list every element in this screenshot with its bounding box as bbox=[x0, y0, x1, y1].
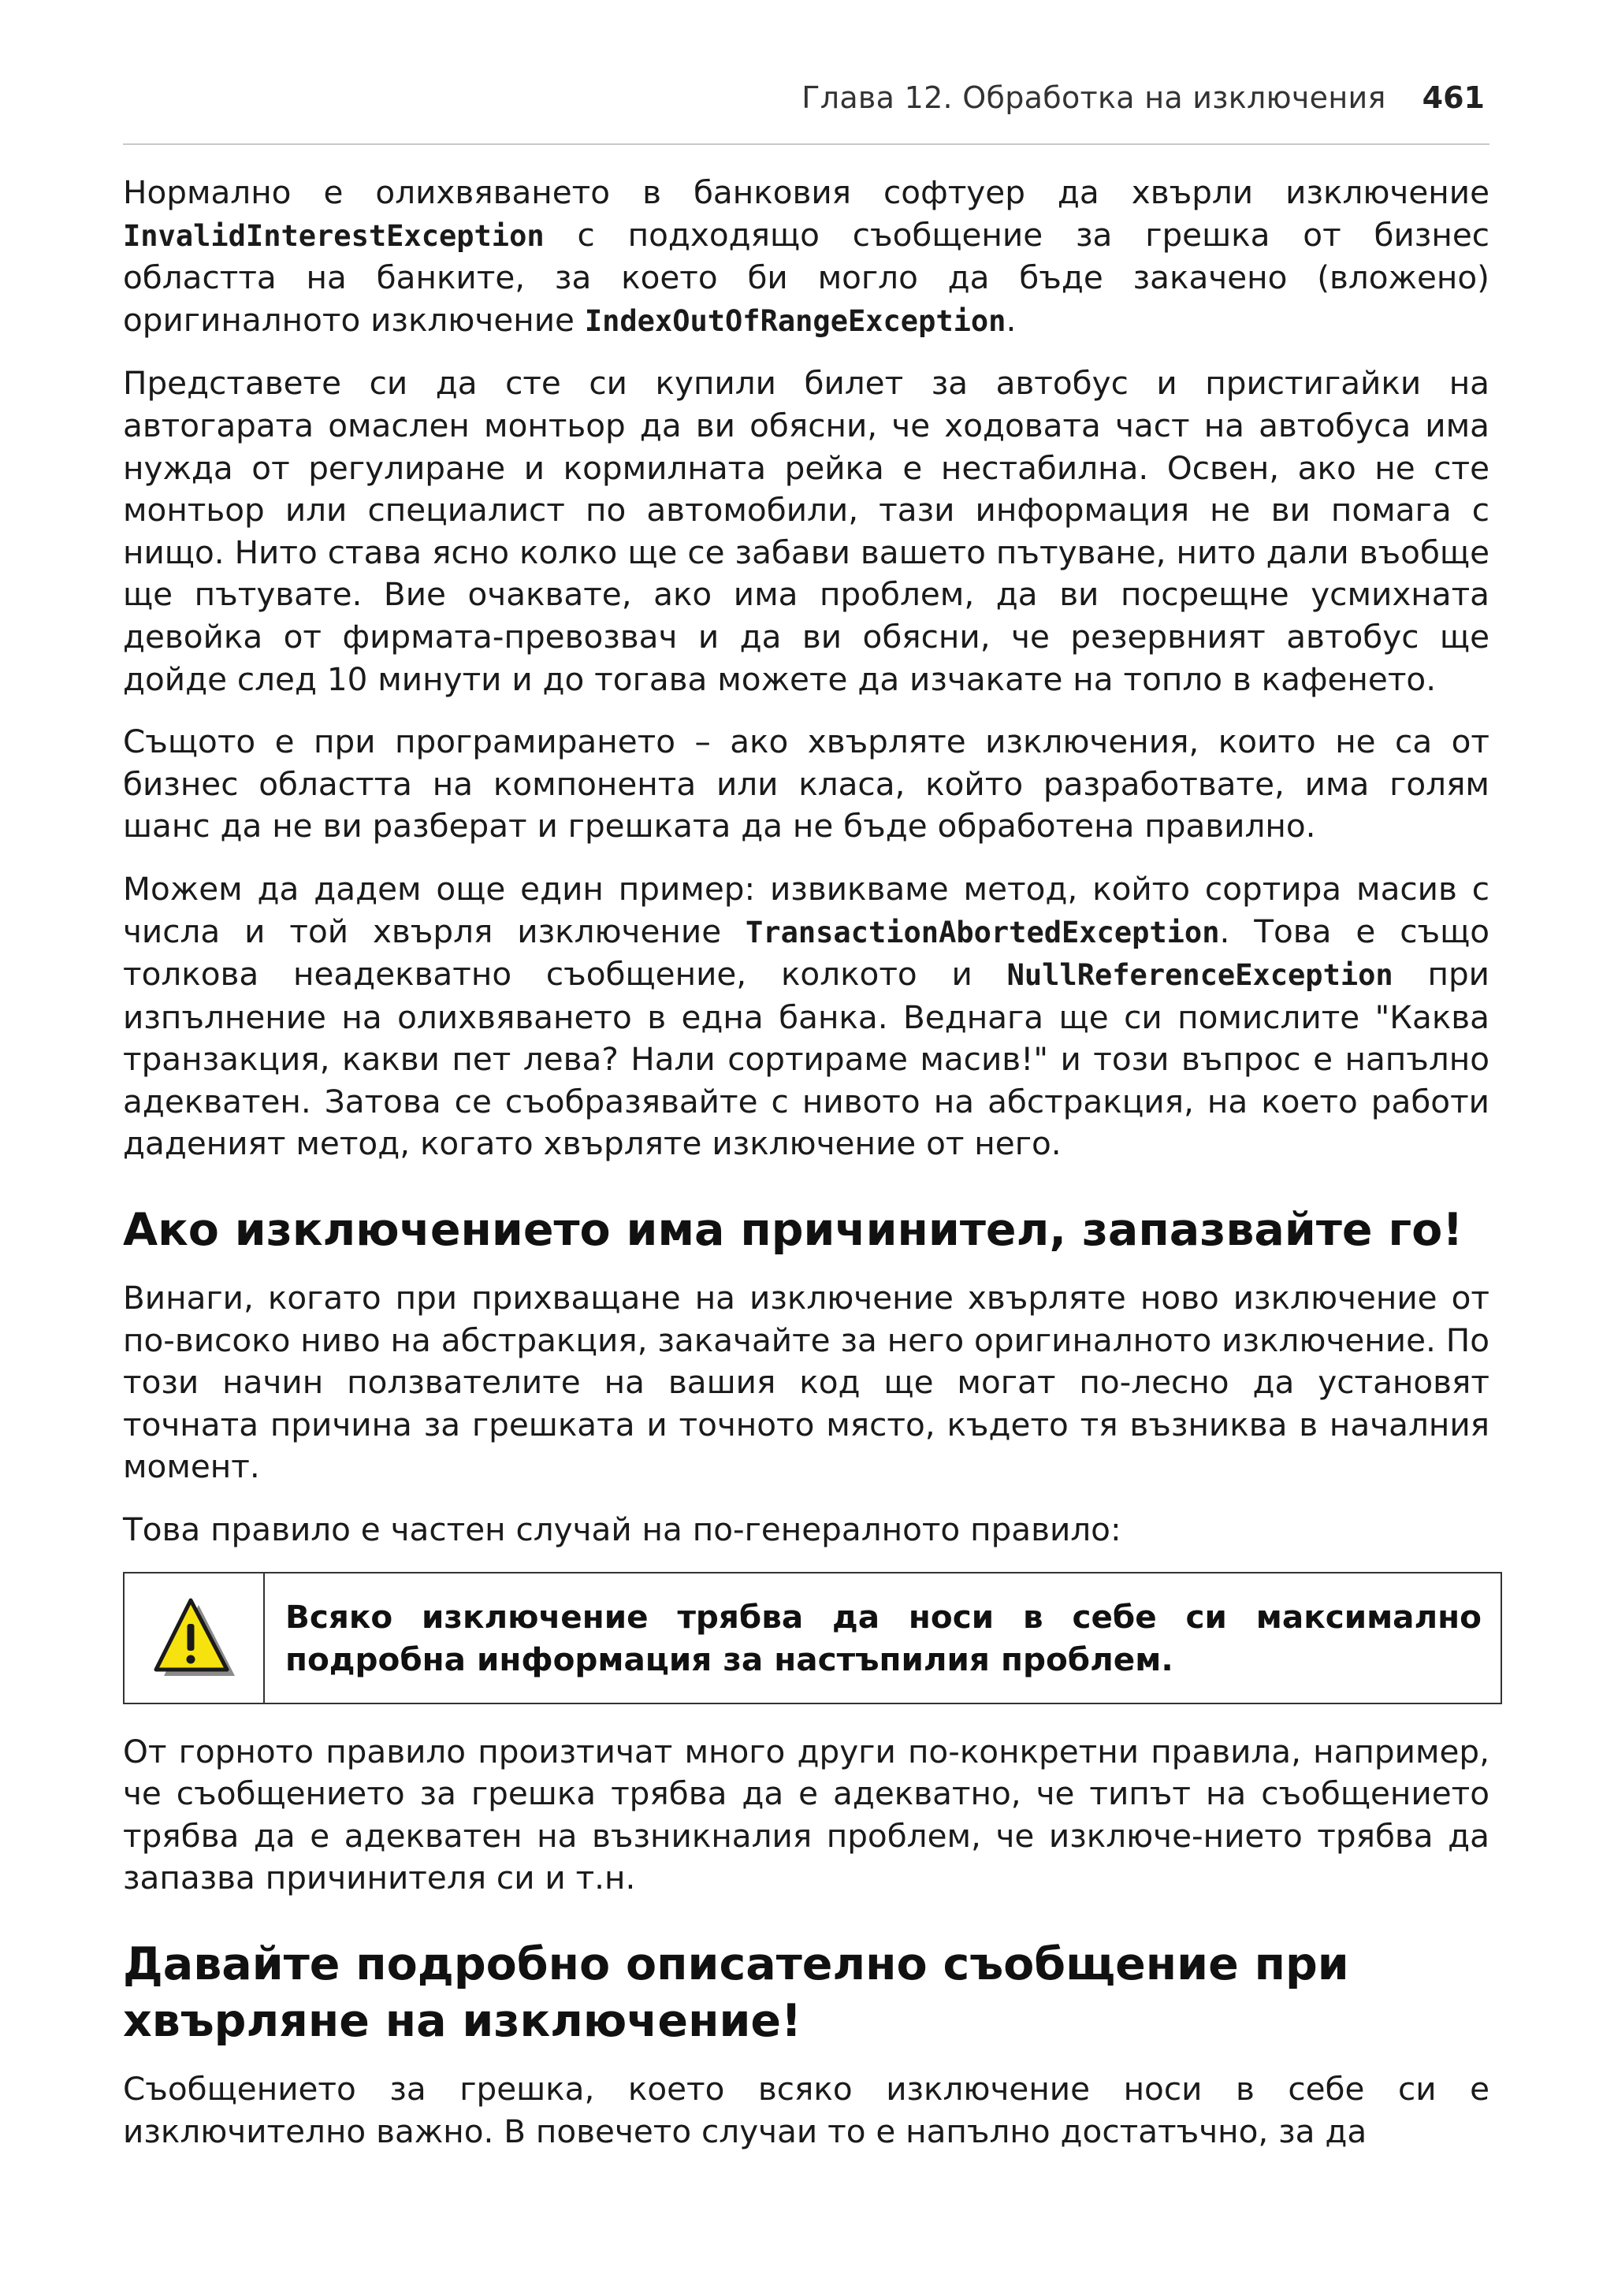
paragraph-3: Същото е при програмирането – ако хвърляте изключения, които не са от бизнес областта на компонента или класа, който разработвате, има голям шанс да не ви разберат и грешката да не бъде обработена правилно. bbox=[123, 723, 1489, 845]
section-heading-descriptive-message: Давайте подробно описателно съобщение при хвърляне на изключение! bbox=[123, 1938, 1349, 2047]
warning-icon-cell bbox=[125, 1573, 265, 1703]
paragraph-1 bbox=[123, 172, 1489, 342]
page-number: 461 bbox=[1422, 80, 1485, 115]
code-transaction-aborted-exception: TransactionAbortedException bbox=[746, 915, 1220, 949]
paragraph-2: Представете си да сте си купили билет за автобус и пристигайки на автогарата омаслен монтьор да ви обясни, че ходовата част на автобуса има нужда от регулиране и кормилната рейка е нестабилна. Освен, ако не сте монтьор или специалист по автомобили, тази информация не ви помага с нищо. Нито става ясно колко ще се забави вашето пътуване, нито дали въобще ще пътувате. Вие очаквате, ако има проблем, да ви посрещне усмихната девойка от фирмата-превозвач и да ви обясни, че резервният автобус ще дойде след 10 минути и до тогава можете да изчакате на топло в кафенето. bbox=[123, 364, 1489, 698]
section1-paragraph-1: Винаги, когато при прихващане на изключение хвърляте ново изключение от по-високо ниво на абстракция, закачайте за него оригиналното изключение. По този начин ползвателите на вашия код ще могат по-лесно да установят точната причина за грешката и точното място, където тя възниква в началния момент. bbox=[123, 1279, 1489, 1486]
code-null-reference-exception: NullReferenceException bbox=[1006, 958, 1393, 993]
warning-text: Всяко изключение трябва да носи в себе си максимално подробна информация за настъпилия проблем. bbox=[285, 1597, 1482, 1678]
section2-paragraph-1: Съобщението за грешка, което всяко изключение носи в себе си е изключително важно. В повечето случаи то е напълно достатъчно, за да bbox=[123, 2070, 1489, 2150]
section-heading-preserve-cause: Ако изключението има причинител, запазвайте го! bbox=[123, 1204, 1463, 1257]
text-run: . bbox=[1006, 300, 1017, 339]
warning-callout bbox=[123, 1572, 1502, 1704]
text-run: Нормално е олихвяването в банковия софтуер да хвърли изключение bbox=[123, 173, 1489, 211]
code-invalid-interest-exception: InvalidInterestException bbox=[123, 218, 545, 253]
text-run: при изпълнение на олихвяването в една банка. Веднага ще си помислите "Каква транзакция, какви пет лева? Нали сортираме масив!" и този въпрос е напълно адекватен. Затова се съобразявайте с нивото на абстракция, на което работи даденият метод, когато хвърляте изключение от него. bbox=[123, 955, 1489, 1163]
chapter-title: Глава 12. Обработка на изключения bbox=[801, 80, 1386, 115]
warning-triangle-icon bbox=[150, 1597, 238, 1679]
text-run: . Това е също толкова неадекватно съобщение, колкото и bbox=[123, 912, 1489, 994]
running-header bbox=[123, 80, 1489, 145]
code-index-out-of-range-exception: IndexOutOfRangeException bbox=[584, 303, 1006, 338]
page-content bbox=[123, 172, 1489, 2173]
paragraph-4 bbox=[123, 868, 1489, 1165]
section1-paragraph-3: От горното правило произтичат много други по-конкретни правила, например, че съобщението за грешка трябва да е адекватно, че типът на съобщението трябва да е адекватен на възникналия проблем, че изключе-нието трябва да запазва причинителя си и т.н. bbox=[123, 1732, 1489, 1897]
section1-paragraph-2: Това правило е частен случай на по-генералното правило: bbox=[123, 1510, 1121, 1549]
text-run: Можем да дадем още един пример: извикваме метод, който сортира масив с числа и той хвърля изключение bbox=[123, 869, 1489, 950]
text-run: с подходящо съобщение за грешка от бизнес областта на банките, за което би могло да бъде закачено (вложено) оригиналното изключение bbox=[123, 215, 1489, 339]
